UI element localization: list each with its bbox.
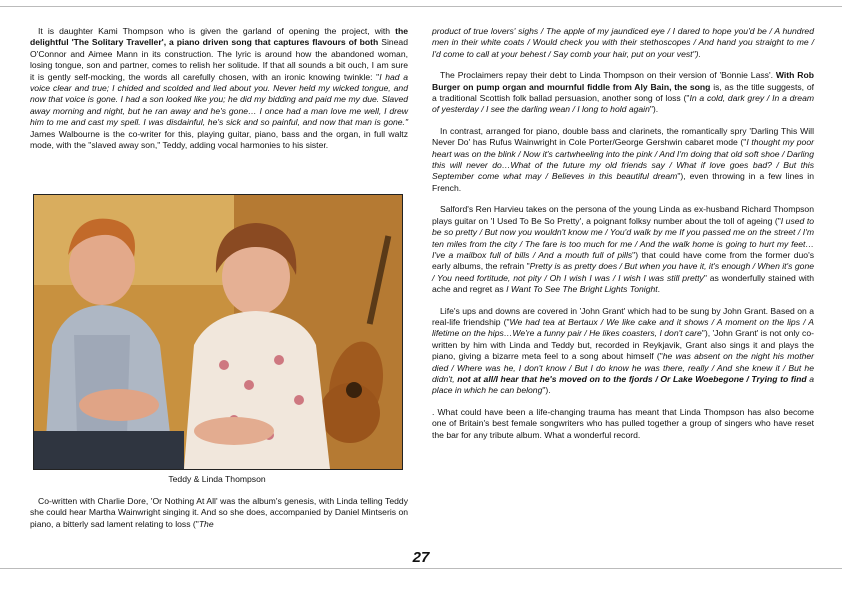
photo-illustration (34, 195, 402, 469)
page-top-rule (0, 0, 842, 7)
photo-caption: Teddy & Linda Thompson (168, 474, 266, 484)
lyric-continuation-paragraph: product of true lovers' sighs / The apple of my jaundiced eye / I dared to hope you'd be / A hundred men in their white coats / Would check you with their stethoscopes / And hand you straight to me / I'd come to call at your behest / Say comb your hair, put on your vest"). (432, 26, 814, 59)
teddy-linda-photo (33, 194, 403, 470)
ren-harvieu-paragraph: Salford's Ren Harvieu takes on the persona of the young Linda as ex-husband Richard Thompson plays guitar on 'I Used To Be So Pretty', a poignant folksy number about the toll of ageing ("I used to be so pretty / But now you wouldn't know me / You'd walk by me If you passed me on the street / I'm ten miles from the city / The fare is too much for me / And the walk home is going to hurt my feet… I've a mailbox full of bills / And a mouth full of pills") that could have come from the former duo's early albums, the refrain "Pretty is as pretty does / But when you have it, it's enough / When it's gone / You need fortitude, not pity / Oh I wish I was / I wish I was still pretty" as wonderfully stained with ache and regret as I Want To See The Bright Lights Tonight. (432, 204, 815, 295)
rufus-wainwright-paragraph: In contrast, arranged for piano, double bass and clarinets, the romantically spry 'Darling This Will Never Do' has Rufus Wainwright in Cole Porter/George Gershwin cabaret mode ("I thought my poor heart was on the blink / Now it's cartwheeling into the pink / And I'm doing that old soft shoe / Darling this will never do…What of the future my old friends say / What if love goes bad? / But this September come what may / Believes in this beautiful dream"), even throwing in a few lines in French. (432, 125, 814, 193)
closing-paragraph: . What could have been a life-changing trauma has meant that Linda Thompson has also become one of Britain's best female songwriters who has pulled together a group of singers who have reset the bar for any tribute album. What a wonderful record. (432, 406, 814, 440)
intro-paragraph: It is daughter Kami Thompson who is given the garland of opening the project, with the delightful 'The Solitary Traveller', a piano driven song that captures flavours of both Sinead O'Connor and Aimee Mann in its construction. The lyric is around how the abandoned woman, losing tongue, son and partner, comes to relish her solitude. If that all sounds a bit ouch, I am sure it is gently self-mocking, the words all carefully chosen, with an ironic knowing twinkle: "I had a voice clear and true; I chided and scolded and lied about you. Never held my wicked tongue, and now that voice is gone. I had a son looked like you; he did my bidding and paid me my due. Slaved away morning and night, but he ran away and he's gone… I once had a man love me well, I drew him to me and cast my spell. I was disdainful, he's sick and so painful, and now that man is gone." James Walbourne is the co-writer for this, playing guitar, piano, bass and the organ, in full waltz mode, with the "slaved away son," Teddy, adding vocal harmonies to his sister. (30, 26, 409, 151)
left-column (30, 26, 408, 161)
page-bottom-rule (0, 568, 842, 569)
or-nothing-at-all-paragraph: Co-written with Charlie Dore, 'Or Nothing At All' was the album's genesis, with Linda telling Teddy she could hear Martha Wainwright singing it. And so she does, accompanied by Daniel Mintseris on piano, a bitterly sad lament relating to loss ("The (30, 496, 408, 529)
john-grant-paragraph: Life's ups and downs are covered in 'John Grant' which had to be sung by John Grant. Based on a real-life friendship ("We had tea at Bertaux / We like cake and it shows / A moment on the lips / A lifetime on the hips…We're a funny pair / He likes coasters, I don't care"), 'John Grant' is not only co-written by him with Linda and Teddy but, recorded in Reykjavik, Grant also sings it and plays the piano, giving a bizarre meta feel to a song about himself ("he was absent on the night his mother died / Where was he, I don't know / But I do know he was there, really / And she knew it / But he didn't, not at all/I hear that he's moved on to the fjords / Or Lake Woebegone / Trying to find a place in which he can belong"). (432, 305, 814, 396)
page-number: 27 (412, 549, 430, 566)
right-column (432, 26, 814, 451)
proclaimers-paragraph: The Proclaimers repay their debt to Linda Thompson on their version of 'Bonnie Lass'. With Rob Burger on pump organ and mournful fiddle from Aly Bain, the song is, as the title suggests, of a traditional Scottish folk ballad persuasion, another song of loss ("In a cold, dark grey / In a dream of yesterday / I see the darling wean / I long to hold again"). (432, 70, 815, 115)
